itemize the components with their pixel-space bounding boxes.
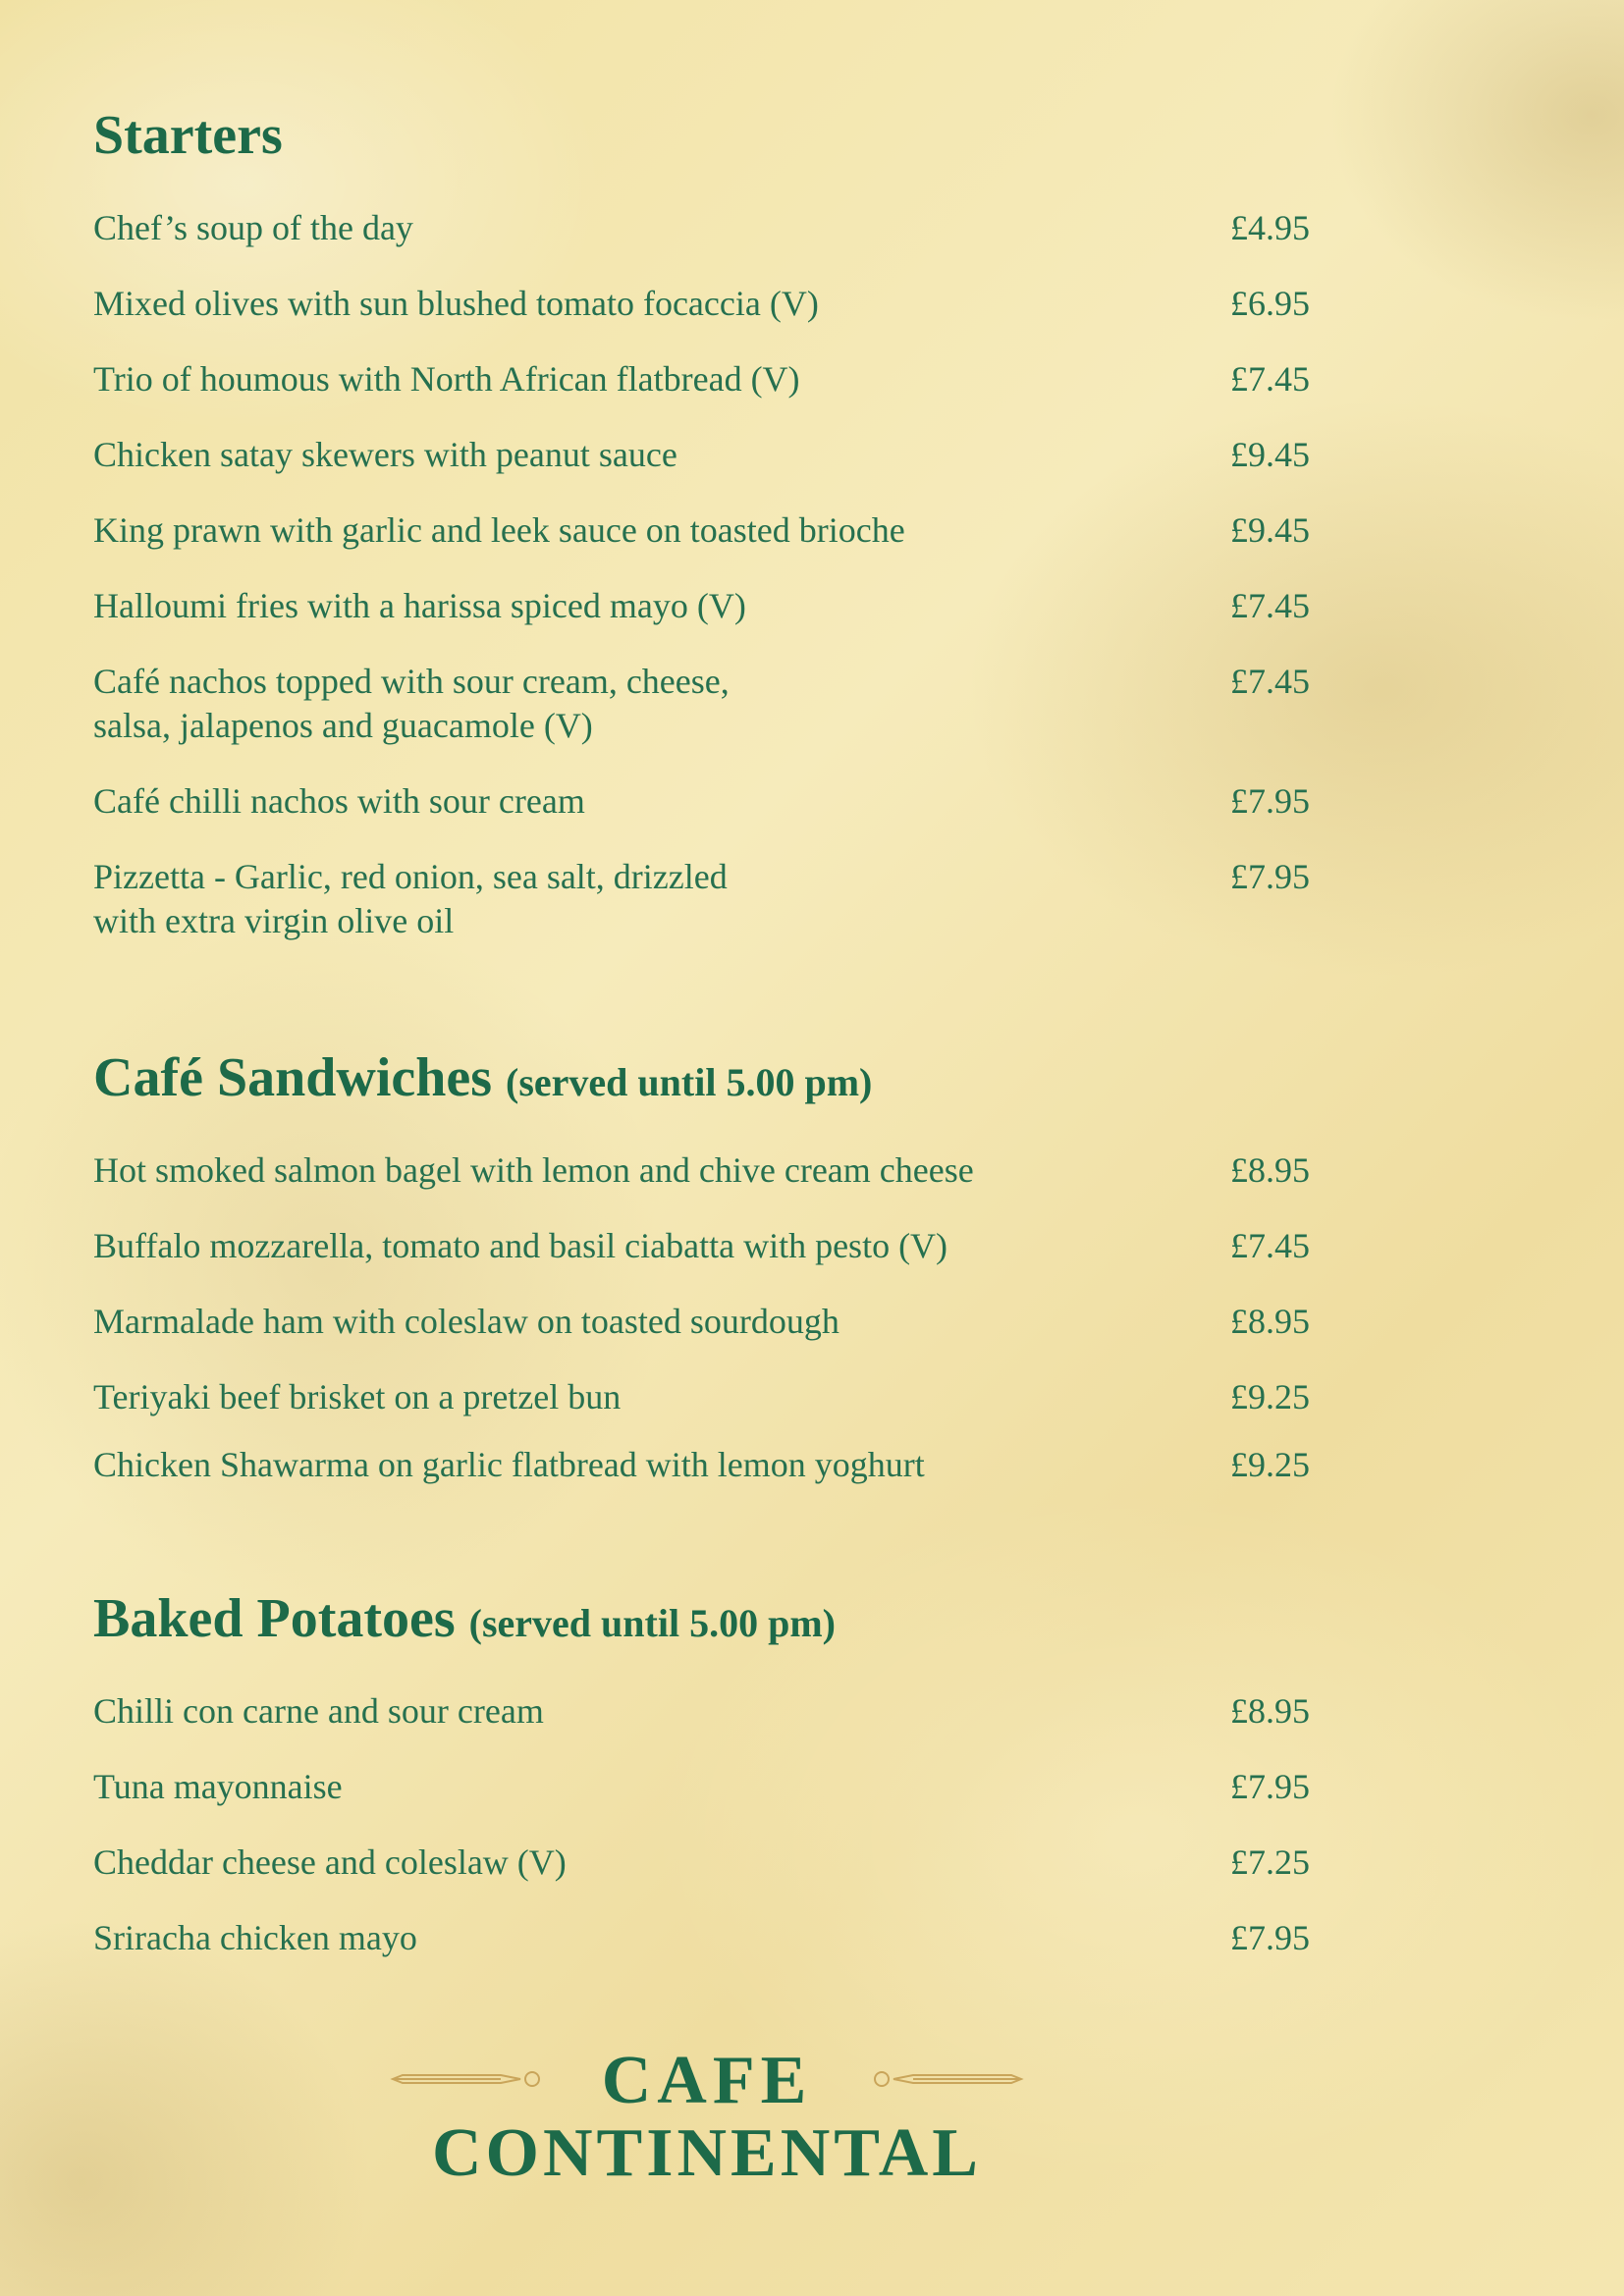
item-name: Pizzetta - Garlic, red onion, sea salt, drizzled with extra virgin olive oil — [93, 857, 728, 940]
section-title-text: Café Sandwiches — [93, 1047, 493, 1108]
item-name: Tuna mayonnaise — [93, 1767, 343, 1806]
item-price: £7.45 — [1230, 586, 1310, 625]
item-price: £7.95 — [1230, 1767, 1310, 1806]
item-name: Teriyaki beef brisket on a pretzel bun — [93, 1377, 622, 1416]
item-name: Chicken satay skewers with peanut sauce — [93, 435, 677, 474]
section-note: (served until 5.00 pm) — [506, 1060, 873, 1104]
logo-graphic — [383, 2042, 1031, 2199]
section-title-text: Starters — [93, 105, 283, 166]
item-price: £7.45 — [1230, 662, 1310, 701]
item-name: Café chilli nachos with sour cream — [93, 781, 585, 821]
item-price: £7.95 — [1230, 1918, 1310, 1957]
item-name: Chilli con carne and sour cream — [93, 1691, 544, 1731]
item-price: £4.95 — [1230, 208, 1310, 247]
item-name: Marmalade ham with coleslaw on toasted sourdough — [93, 1302, 839, 1341]
item-price: £9.25 — [1230, 1445, 1310, 1484]
item-name: Hot smoked salmon bagel with lemon and chive cream cheese — [93, 1150, 974, 1190]
section-title — [93, 1588, 1321, 1649]
item-price: £8.95 — [1230, 1302, 1310, 1341]
item-name: Chef’s soup of the day — [93, 208, 413, 247]
item-price: £8.95 — [1230, 1691, 1310, 1731]
item-price: £9.25 — [1230, 1377, 1310, 1416]
item-price: £9.45 — [1230, 435, 1310, 474]
item-price: £8.95 — [1230, 1150, 1310, 1190]
sandwiches-section — [93, 1047, 1321, 1484]
item-name: Café nachos topped with sour cream, cheese, salsa, jalapenos and guacamole (V) — [93, 662, 730, 745]
cafe-continental-logo — [383, 2042, 1031, 2199]
item-name: Halloumi fries with a harissa spiced mayo (V) — [93, 586, 746, 625]
item-name: Buffalo mozzarella, tomato and basil ciabatta with pesto (V) — [93, 1226, 948, 1265]
starters-section — [93, 105, 1321, 940]
section-title — [93, 105, 1321, 166]
section-title-text: Baked Potatoes — [93, 1588, 456, 1649]
item-name: Cheddar cheese and coleslaw (V) — [93, 1842, 567, 1882]
logo-left-ornament — [393, 2072, 539, 2086]
item-name: Mixed olives with sun blushed tomato focaccia (V) — [93, 284, 819, 323]
item-price: £6.95 — [1230, 284, 1310, 323]
item-price: £7.45 — [1230, 359, 1310, 399]
section-title — [93, 1047, 1321, 1108]
section-note: (served until 5.00 pm) — [468, 1601, 836, 1645]
item-name: King prawn with garlic and leek sauce on toasted brioche — [93, 510, 905, 550]
logo-line-2: CONTINENTAL — [431, 2115, 983, 2191]
logo-right-ornament — [875, 2072, 1021, 2086]
item-name: Sriracha chicken mayo — [93, 1918, 417, 1957]
logo-line-1: CAFE — [601, 2043, 813, 2118]
item-price: £7.25 — [1230, 1842, 1310, 1882]
item-price: £7.45 — [1230, 1226, 1310, 1265]
item-price: £9.45 — [1230, 510, 1310, 550]
item-name: Chicken Shawarma on garlic flatbread with lemon yoghurt — [93, 1445, 925, 1484]
item-price: £7.95 — [1230, 781, 1310, 821]
item-name: Trio of houmous with North African flatbread (V) — [93, 359, 800, 399]
potatoes-section — [93, 1588, 1321, 1957]
item-price: £7.95 — [1230, 857, 1310, 896]
